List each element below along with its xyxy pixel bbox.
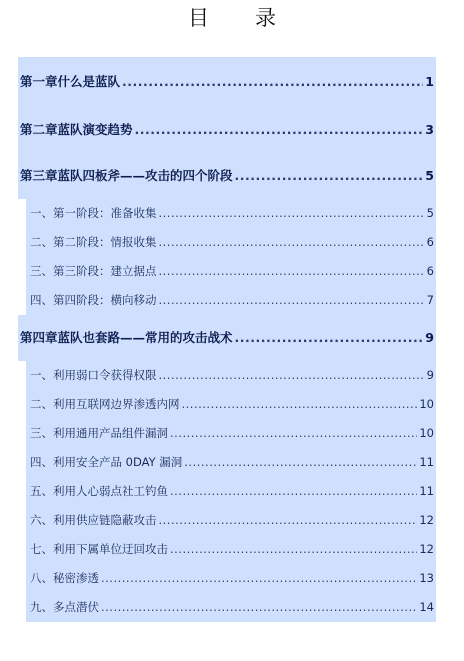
entry-number: 三、 bbox=[30, 426, 53, 440]
dot-leader bbox=[235, 153, 424, 199]
dot-leader bbox=[135, 107, 424, 153]
entry-page-number: 12 bbox=[419, 542, 434, 556]
page-title: 目录 bbox=[188, 6, 322, 30]
entry-page-number: 9 bbox=[425, 330, 434, 345]
entry-number: 五、 bbox=[30, 484, 53, 498]
entry-number: 第二章 bbox=[20, 122, 58, 137]
entry-number: 第三章 bbox=[20, 168, 58, 183]
toc-section-entry[interactable] bbox=[26, 199, 436, 228]
entry-title: 第一阶段：准备收集 bbox=[53, 206, 157, 220]
entry-title: 第三阶段：建立据点 bbox=[53, 264, 157, 278]
dot-leader bbox=[170, 419, 417, 448]
dot-leader bbox=[159, 506, 418, 535]
toc-section-entry[interactable] bbox=[26, 506, 436, 535]
toc-chapter-entry[interactable] bbox=[18, 107, 436, 153]
entry-title: 秘密渗透 bbox=[53, 571, 99, 585]
toc-section-entry[interactable] bbox=[26, 257, 436, 286]
entry-number: 四、 bbox=[30, 293, 53, 307]
entry-page-number: 11 bbox=[419, 484, 434, 498]
entry-title: 利用弱口令获得权限 bbox=[53, 368, 157, 382]
entry-page-number: 5 bbox=[426, 206, 434, 220]
entry-number: 七、 bbox=[30, 542, 53, 556]
entry-page-number: 9 bbox=[426, 368, 434, 382]
entry-title: 利用安全产品 0DAY 漏洞 bbox=[53, 455, 183, 469]
entry-number: 第四章 bbox=[20, 330, 58, 345]
entry-number: 一、 bbox=[30, 368, 53, 382]
entry-title: 第四阶段：横向移动 bbox=[53, 293, 157, 307]
dot-leader bbox=[122, 57, 423, 107]
entry-page-number: 11 bbox=[419, 455, 434, 469]
entry-page-number: 6 bbox=[426, 235, 434, 249]
entry-title: 第二阶段：情报收集 bbox=[53, 235, 157, 249]
entry-title: 蓝队演变趋势 bbox=[57, 122, 133, 137]
toc-chapter-entry[interactable] bbox=[18, 57, 436, 107]
entry-number: 第一章 bbox=[20, 74, 58, 89]
entry-title: 利用互联网边界渗透内网 bbox=[53, 397, 180, 411]
toc-section-entry[interactable] bbox=[26, 564, 436, 593]
dot-leader bbox=[159, 257, 425, 286]
entry-number: 八、 bbox=[30, 571, 53, 585]
toc-section-entry[interactable] bbox=[26, 228, 436, 257]
toc-section-entry[interactable] bbox=[26, 390, 436, 419]
entry-title: 利用通用产品组件漏洞 bbox=[53, 426, 168, 440]
toc-section-entry[interactable] bbox=[26, 593, 436, 622]
entry-page-number: 10 bbox=[419, 426, 434, 440]
table-of-contents bbox=[18, 57, 436, 622]
dot-leader bbox=[159, 199, 425, 228]
entry-title: 多点潜伏 bbox=[53, 600, 99, 614]
dot-leader bbox=[101, 593, 417, 622]
entry-title: 利用下属单位迂回攻击 bbox=[53, 542, 168, 556]
dot-leader bbox=[235, 315, 424, 361]
toc-section-entry[interactable] bbox=[26, 361, 436, 390]
dot-leader bbox=[184, 448, 417, 477]
toc-section-entry[interactable] bbox=[26, 448, 436, 477]
entry-title: 蓝队也套路——常用的攻击战术 bbox=[57, 330, 233, 345]
toc-section-entry[interactable] bbox=[26, 286, 436, 315]
entry-number: 六、 bbox=[30, 513, 53, 527]
entry-page-number: 5 bbox=[425, 168, 434, 183]
toc-chapter-entry[interactable] bbox=[18, 315, 436, 361]
entry-number: 二、 bbox=[30, 235, 53, 249]
entry-page-number: 13 bbox=[419, 571, 434, 585]
toc-section-entry[interactable] bbox=[26, 477, 436, 506]
entry-title: 利用供应链隐蔽攻击 bbox=[53, 513, 157, 527]
entry-title: 蓝队四板斧——攻击的四个阶段 bbox=[57, 168, 233, 183]
entry-title: 利用人心弱点社工钓鱼 bbox=[53, 484, 168, 498]
entry-page-number: 6 bbox=[426, 264, 434, 278]
dot-leader bbox=[159, 361, 425, 390]
entry-number: 一、 bbox=[30, 206, 53, 220]
entry-page-number: 3 bbox=[425, 122, 434, 137]
entry-page-number: 14 bbox=[419, 600, 434, 614]
entry-number: 三、 bbox=[30, 264, 53, 278]
entry-title: 什么是蓝队 bbox=[57, 74, 121, 89]
dot-leader bbox=[101, 564, 417, 593]
dot-leader bbox=[170, 535, 417, 564]
entry-number: 九、 bbox=[30, 600, 53, 614]
dot-leader bbox=[159, 286, 425, 315]
entry-number: 四、 bbox=[30, 455, 53, 469]
entry-page-number: 7 bbox=[426, 293, 434, 307]
toc-section-entry[interactable] bbox=[26, 535, 436, 564]
toc-section-entry[interactable] bbox=[26, 419, 436, 448]
entry-page-number: 1 bbox=[425, 74, 434, 89]
entry-page-number: 12 bbox=[419, 513, 434, 527]
entry-number: 二、 bbox=[30, 397, 53, 411]
dot-leader bbox=[170, 477, 417, 506]
toc-chapter-entry[interactable] bbox=[18, 153, 436, 199]
dot-leader bbox=[159, 228, 425, 257]
entry-page-number: 10 bbox=[419, 397, 434, 411]
dot-leader bbox=[182, 390, 418, 419]
